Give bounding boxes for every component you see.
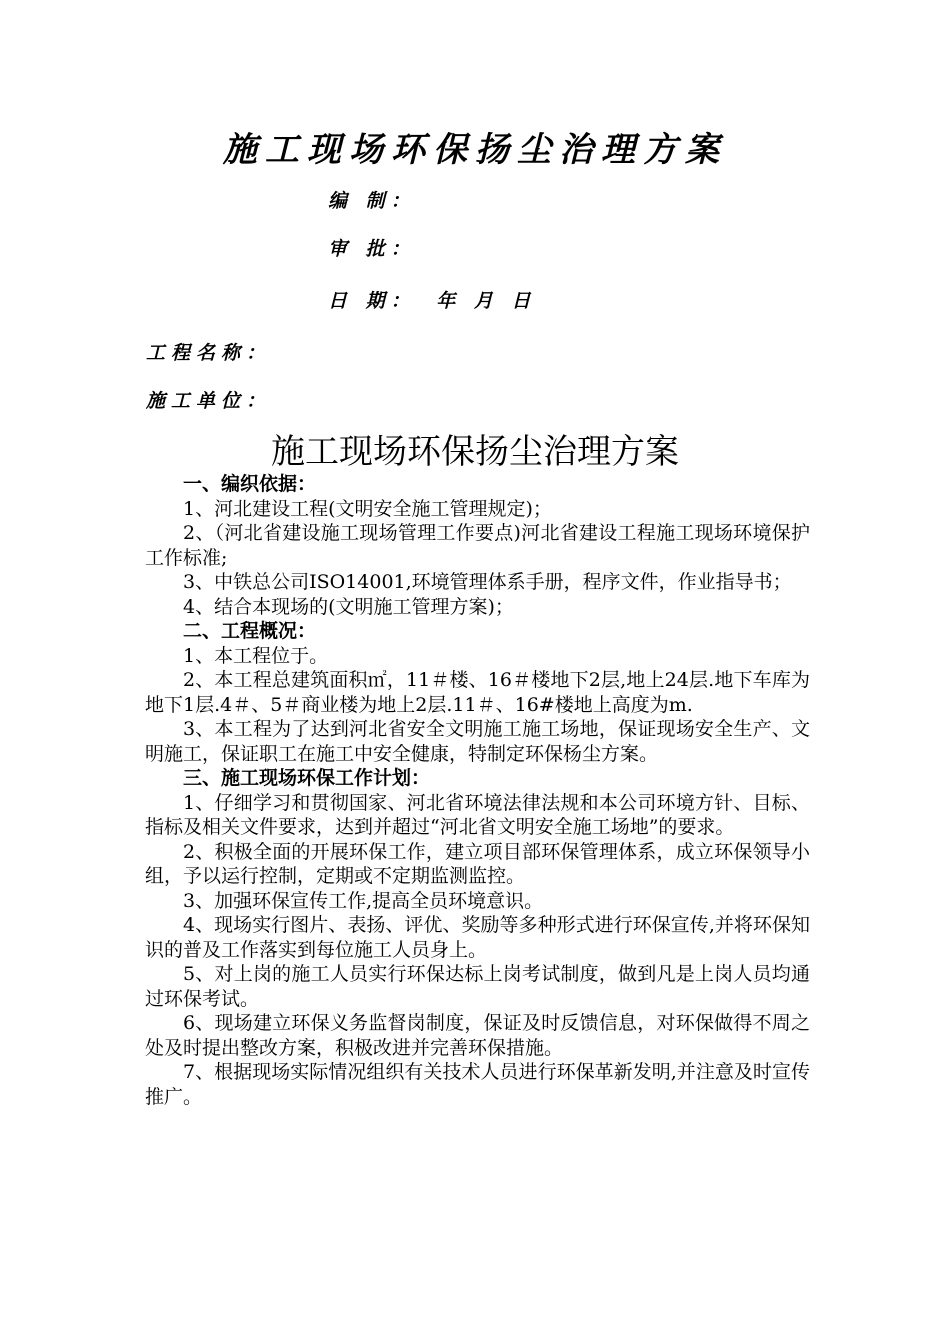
cover-title: 施工现场环保扬尘治理方案 [223, 130, 727, 170]
paragraph: 4、结合本现场的(文明施工管理方案)； [183, 595, 514, 618]
date-label [328, 286, 536, 313]
paragraph: 1、河北建设工程(文明安全施工管理规定)； [183, 497, 552, 520]
project-name-label: 工程名称： [146, 342, 272, 364]
paragraph: 2、（河北省建设施工现场管理工作要点)河北省建设工程施工现场环境保护工作标准; [145, 522, 810, 569]
paragraph: 2、积极全面的开展环保工作，建立项目部环保管理体系，成立环保领导小组，予以运行控制，定期或不定期监测监控。 [145, 840, 810, 887]
document-title: 施工现场环保扬尘治理方案 [271, 432, 679, 472]
section-heading: 一、编织依据： [183, 473, 317, 495]
document-body [145, 472, 810, 1109]
paragraph: 1、仔细学习和贯彻国家、河北省环境法律法规和本公司环境方针、目标、指标及相关文件要求，达到并超过“河北省文明安全施工场地”的要求。 [145, 791, 810, 838]
construction-unit-label: 施工单位： [146, 390, 272, 412]
paragraph: 3、本工程为了达到河北省安全文明施工施工场地，保证现场安全生产、文明施工，保证职工在施工中安全健康，特制定环保杨尘方案。 [145, 718, 810, 765]
paragraph: 4、现场实行图片、表扬、评优、奖励等多种形式进行环保宣传,并将环保知识的普及工作落实到每位施工人员身上。 [145, 914, 810, 961]
paragraph: 7、根据现场实际情况组织有关技术人员进行环保革新发明,并注意及时宣传推广。 [145, 1061, 810, 1108]
compiled-by-label: 编 制： [328, 190, 416, 212]
paragraph: 3、中铁总公司ISO14001,环境管理体系手册，程序文件，作业指导书； [183, 571, 792, 593]
approved-by-label: 审 批： [328, 238, 416, 260]
date-label-text: 日 期： [328, 290, 416, 312]
paragraph: 5、对上岗的施工人员实行环保达标上岗考试制度，做到凡是上岗人员均通过环保考试。 [145, 963, 810, 1010]
paragraph: 6、现场建立环保义务监督岗制度，保证及时反馈信息，对环保做得不周之处及时提出整改方案，积极改进并完善环保措施。 [145, 1012, 810, 1059]
paragraph: 3、加强环保宣传工作,提高全员环境意识。 [183, 889, 544, 912]
paragraph: 1、本工程位于。 [183, 644, 329, 667]
section-heading: 二、工程概况： [183, 620, 317, 642]
paragraph: 2、本工程总建筑面积㎡，11＃楼、16＃楼地下2层,地上24层.地下车库为地下1层.4＃、5＃商业楼为地上2层.11＃、16#楼地上高度为m. [145, 669, 810, 716]
section-heading: 三、施工现场环保工作计划： [183, 767, 431, 789]
date-ymd: 年 月 日 [436, 290, 537, 312]
